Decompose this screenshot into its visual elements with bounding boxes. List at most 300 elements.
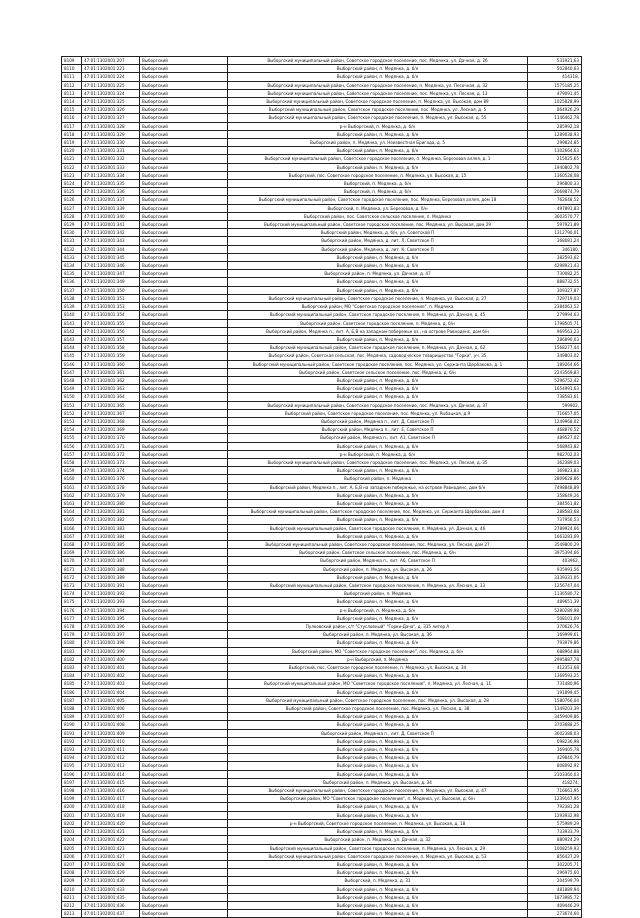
table-row — [62, 803, 582, 811]
region-name: Выборгский — [140, 303, 228, 311]
table-row — [62, 393, 582, 401]
row-number: 8146 — [62, 360, 82, 368]
table-row — [62, 467, 582, 475]
cadastral-value: 808092,92 — [528, 762, 582, 770]
table-row — [62, 828, 582, 836]
cadastral-value: 502840,63 — [528, 65, 582, 73]
row-number: 8199 — [62, 795, 82, 803]
cadastral-value: 2384063,52 — [528, 303, 582, 311]
cadastral-number: 47:01:1302001:417 — [82, 795, 140, 803]
table-row — [62, 57, 582, 65]
row-number: 8185 — [62, 680, 82, 688]
object-address: р-н Выборгский, Советское городское поселение, п. Медянка, ул. Высокая, д. 18 — [228, 819, 528, 827]
region-name: Выборгский — [140, 606, 228, 614]
row-number: 8125 — [62, 188, 82, 196]
object-address: Выборгский муниципальный район, Советское городское поселение, п. Медянка, ул. Лесная, д. 33 — [228, 582, 528, 590]
object-address: Выборгский район, МО "Советское городское поселение", п. Медянка — [228, 303, 528, 311]
row-number: 8180 — [62, 639, 82, 647]
row-number: 8181 — [62, 647, 82, 655]
region-name: Выборгский — [140, 147, 228, 155]
cadastral-value: 880924,29 — [528, 836, 582, 844]
object-address: Выборгский район, п. Медянка, ул. Высокая, д. 34 — [228, 778, 528, 786]
region-name: Выборгский — [140, 98, 228, 106]
cadastral-value: 370626,76 — [528, 623, 582, 631]
object-address: Выборгский район, п. Медянка, д. б/н — [228, 770, 528, 778]
row-number: 8114 — [62, 98, 82, 106]
object-address: р-н Выборгский, п. Медянка — [228, 655, 528, 663]
object-address: Выборгский муниципальный район, Советское городское поселение, пос. Медянка, ул. Лесная, дом 27 — [228, 540, 528, 548]
row-number: 8193 — [62, 746, 82, 754]
cadastral-number: 47:01:1302001:384 — [82, 532, 140, 540]
object-address: Выборгский муниципальный район, Советское городское поселение, п. Медянка, ул. Высокая, д. 55 — [228, 114, 528, 122]
row-number: 8137 — [62, 286, 82, 294]
row-number: 8156 — [62, 442, 82, 450]
region-name: Выборгский — [140, 655, 228, 663]
region-name: Выборгский — [140, 204, 228, 212]
table-row — [62, 442, 582, 450]
table-row — [62, 245, 582, 253]
region-name: Выборгский — [140, 57, 228, 65]
cadastral-value: 4298921,43 — [528, 262, 582, 270]
table-row — [62, 499, 582, 507]
row-number: 8155 — [62, 434, 82, 442]
table-row — [62, 614, 582, 622]
region-name: Выборгский — [140, 188, 228, 196]
cadastral-value: 1008259,93 — [528, 844, 582, 852]
cadastral-value: 384561,82 — [528, 499, 582, 507]
cadastral-number: 47:01:1302001:423 — [82, 844, 140, 852]
cadastral-number: 47:01:1302001:345 — [82, 253, 140, 261]
region-name: Выборгский — [140, 73, 228, 81]
region-name: Выборгский — [140, 582, 228, 590]
row-number: 8153 — [62, 417, 82, 425]
table-row — [62, 73, 582, 81]
table-row — [62, 606, 582, 614]
cadastral-number: 47:01:1302001:373 — [82, 458, 140, 466]
table-row — [62, 155, 582, 163]
object-address: Выборгский район, Медянка, д. лит. К, Советское П — [228, 245, 528, 253]
row-number: 8113 — [62, 89, 82, 97]
row-number: 8213 — [62, 910, 82, 918]
object-address: Выборгский муниципальный район, Советское городское поселение, п. Медянка, ул. Дачная, д. 62 — [228, 344, 528, 352]
row-number: 8204 — [62, 836, 82, 844]
row-number: 8110 — [62, 65, 82, 73]
region-name: Выборгский — [140, 450, 228, 458]
region-name: Выборгский — [140, 877, 228, 885]
table-row — [62, 204, 582, 212]
region-name: Выборгский — [140, 778, 228, 786]
object-address: Выборгский район, п. Медянка, д. б/н — [228, 491, 528, 499]
region-name: Выборгский — [140, 516, 228, 524]
region-name: Выборгский — [140, 499, 228, 507]
row-number: 8150 — [62, 393, 82, 401]
region-name: Выборгский — [140, 237, 228, 245]
region-name: Выборгский — [140, 311, 228, 319]
row-number: 8210 — [62, 885, 82, 893]
object-address: Выборгский район, п. Медянка, д. б/н — [228, 163, 528, 171]
cadastral-number: 47:01:1302001:360 — [82, 360, 140, 368]
region-name: Выборгский — [140, 245, 228, 253]
row-number: 8170 — [62, 557, 82, 565]
cadastral-value: 369823,83 — [528, 467, 582, 475]
region-name: Выборгский — [140, 885, 228, 893]
object-address: Выборгский район, п. Медянка, д. б/н — [228, 721, 528, 729]
cadastral-value: 531921,63 — [528, 57, 582, 65]
cadastral-number: 47:01:1302001:436 — [82, 901, 140, 909]
object-address: Выборгский район, п. Медянка, д. б/н — [228, 910, 528, 918]
region-name: Выборгский — [140, 705, 228, 713]
cadastral-number: 47:01:1302001:414 — [82, 770, 140, 778]
cadastral-value: 935993,56 — [528, 565, 582, 573]
cadastral-value: 309327,87 — [528, 286, 582, 294]
cadastral-value: 296975,60 — [528, 869, 582, 877]
object-address: Выборгский район, Советское городское поселение, п. Медянка, д. б/н — [228, 319, 528, 327]
cadastral-number: 47:01:1302001:340 — [82, 212, 140, 220]
table-row — [62, 524, 582, 532]
row-number: 8142 — [62, 327, 82, 335]
cadastral-value: 729719,03 — [528, 294, 582, 302]
cadastral-value: 409446,29 — [528, 901, 582, 909]
cadastral-value: 1312790,01 — [528, 229, 582, 237]
cadastral-value: 5280289,98 — [528, 606, 582, 614]
row-number: 8194 — [62, 754, 82, 762]
row-number: 8136 — [62, 278, 82, 286]
table-row — [62, 286, 582, 294]
cadastral-value: 189264,66 — [528, 360, 582, 368]
region-name: Выборгский — [140, 278, 228, 286]
cadastral-number: 47:01:1302001:370 — [82, 434, 140, 442]
table-row — [62, 787, 582, 795]
row-number: 8177 — [62, 614, 82, 622]
object-address: Выборгский, п. Медянка, д. б/н — [228, 180, 528, 188]
cadastral-value: 3459409,86 — [528, 713, 582, 721]
table-row — [62, 819, 582, 827]
table-row — [62, 631, 582, 639]
table-row — [62, 688, 582, 696]
cadastral-number: 47:01:1302001:335 — [82, 180, 140, 188]
row-number: 8205 — [62, 844, 82, 852]
row-number: 8119 — [62, 139, 82, 147]
object-address: Выборгский, пос. Советское городское поселение, п. Медянка, ул. Высокая, д. 34 — [228, 664, 528, 672]
cadastral-value: 3549800,29 — [528, 540, 582, 548]
region-name: Выборгский — [140, 89, 228, 97]
region-name: Выборгский — [140, 573, 228, 581]
region-name: Выборгский — [140, 680, 228, 688]
cadastral-number: 47:01:1302001:337 — [82, 196, 140, 204]
table-row — [62, 639, 582, 647]
cadastral-value: 215025,65 — [528, 155, 582, 163]
cadastral-number: 47:01:1302001:327 — [82, 114, 140, 122]
cadastral-value: 3703688,25 — [528, 721, 582, 729]
table-row — [62, 385, 582, 393]
cadastral-value: 296800,33 — [528, 180, 582, 188]
object-address: Выборгский муниципальный район, Советское городское поселение, пос. Медянка, ул. Дачная, д. 37 — [228, 401, 528, 409]
object-address: р-н Выборгский, п. Медянка, д. б/н — [228, 122, 528, 130]
row-number: 8183 — [62, 664, 82, 672]
region-name: Выборгский — [140, 557, 228, 565]
object-address: Выборгский район, п. Медянка, д. б/н — [228, 335, 528, 343]
row-number: 8144 — [62, 344, 82, 352]
row-number: 8154 — [62, 426, 82, 434]
table-row — [62, 664, 582, 672]
cadastral-number: 47:01:1302001:400 — [82, 655, 140, 663]
row-number: 8166 — [62, 524, 82, 532]
object-address: Выборгский район, п. Медянка, ул. Дачная, д. 47 — [228, 270, 528, 278]
cadastral-number: 47:01:1302001:343 — [82, 237, 140, 245]
object-address: Выборгский район, Советское городское поселение, пос. Медянка, ул. Рыбацкая, д.9 — [228, 409, 528, 417]
object-address: Выборгский район, п. Медянка, д. б/н — [228, 828, 528, 836]
cadastral-value: 1580766,04 — [528, 696, 582, 704]
cadastral-number: 47:01:1302001:356 — [82, 327, 140, 335]
cadastral-number: 47:01:1302001:350 — [82, 286, 140, 294]
table-row — [62, 910, 582, 918]
row-number: 8149 — [62, 385, 82, 393]
cadastral-number: 47:01:1302001:374 — [82, 467, 140, 475]
table-row — [62, 130, 582, 138]
region-name: Выборгский — [140, 335, 228, 343]
cadastral-number: 47:01:1302001:415 — [82, 778, 140, 786]
table-row — [62, 844, 582, 852]
cadastral-number: 47:01:1302001:326 — [82, 106, 140, 114]
cadastral-value: 2069874,79 — [528, 188, 582, 196]
table-row — [62, 696, 582, 704]
table-row — [62, 376, 582, 384]
table-row — [62, 344, 582, 352]
cadastral-value: 1568277,44 — [528, 344, 582, 352]
cadastral-number: 47:01:1302001:407 — [82, 713, 140, 721]
cadastral-number: 47:01:1302001:397 — [82, 631, 140, 639]
cadastral-number: 47:01:1302001:410 — [82, 737, 140, 745]
row-number: 8120 — [62, 147, 82, 155]
cadastral-value: 2243569,83 — [528, 368, 582, 376]
cadastral-number: 47:01:1302001:412 — [82, 754, 140, 762]
row-number: 8147 — [62, 368, 82, 376]
region-name: Выборгский — [140, 163, 228, 171]
object-address: Выборгский район, Медянка п., лит. Д, Советское П — [228, 729, 528, 737]
object-address: Выборгский, пос. Советское городское поселение, п. Медянка, ул. Высокая, д. 15 — [228, 171, 528, 179]
row-number: 8188 — [62, 705, 82, 713]
region-name: Выборгский — [140, 811, 228, 819]
object-address: Выборгский район, п. Медянка, д. б/н — [228, 885, 528, 893]
region-name: Выборгский — [140, 901, 228, 909]
cadastral-number: 47:01:1302001:411 — [82, 746, 140, 754]
table-row — [62, 319, 582, 327]
cadastral-value: 2789924,66 — [528, 524, 582, 532]
object-address: Выборгский, п. Медянка, д. б/н — [228, 188, 528, 196]
row-number: 8192 — [62, 737, 82, 745]
row-number: 8122 — [62, 163, 82, 171]
cadastral-number: 47:01:1302001:387 — [82, 557, 140, 565]
row-number: 8121 — [62, 155, 82, 163]
region-name: Выборгский — [140, 319, 228, 327]
table-row — [62, 278, 582, 286]
object-address: Выборгский муниципальный район, МО "Советское городское поселение", п. Медянка, ул. Лесная, д. 11 — [228, 680, 528, 688]
object-address: Выборгский муниципальный район, Советское городское поселение, п. Медянка, ул. Песочная, д. 32 — [228, 81, 528, 89]
object-address: Выборгский район, Советское сельское поселение, пос. Медянка, д. б/н — [228, 368, 528, 376]
table-row — [62, 598, 582, 606]
region-name: Выборгский — [140, 122, 228, 130]
cadastral-number: 47:01:1302001:401 — [82, 664, 140, 672]
cadastral-number: 47:01:1302001:347 — [82, 270, 140, 278]
cadastral-value: 1302664,63 — [528, 147, 582, 155]
cadastral-value: 362389,03 — [528, 458, 582, 466]
table-row — [62, 573, 582, 581]
cadastral-value: 575989,29 — [528, 819, 582, 827]
cadastral-number: 47:01:1302001:328 — [82, 122, 140, 130]
object-address: Выборгский район, п. Медянка, д. б/н — [228, 499, 528, 507]
row-number: 8191 — [62, 729, 82, 737]
cadastral-number: 47:01:1302001:372 — [82, 450, 140, 458]
cadastral-number: 47:01:1302001:385 — [82, 540, 140, 548]
table-row — [62, 262, 582, 270]
table-row — [62, 434, 582, 442]
object-address: Выборгский район, Медянка, д. б/н, ул. Советской П — [228, 229, 528, 237]
cadastral-number: 47:01:1302001:404 — [82, 688, 140, 696]
cadastral-number: 47:01:1302001:421 — [82, 828, 140, 836]
table-row — [62, 680, 582, 688]
region-name: Выборгский — [140, 139, 228, 147]
cadastral-number: 47:01:1302001:391 — [82, 582, 140, 590]
cadastral-value: 792381,28 — [528, 803, 582, 811]
cadastral-value: 730082,25 — [528, 270, 582, 278]
cadastral-value: 403962, — [528, 557, 582, 565]
row-number: 8151 — [62, 401, 82, 409]
table-row — [62, 508, 582, 516]
object-address: Выборгский район, п. Медянка, д. б/н — [228, 532, 528, 540]
object-address: Выборгский муниципальный район, Советское городское поселение, пос. Медянка, ул. Высокая, дом 29 — [228, 221, 528, 229]
object-address: Выборгский район, Медянка п., лит. А, Б,В на западном побережье оз., на острове Равноденс, дом б/н — [228, 327, 528, 335]
cadastral-value: 2103360,03 — [528, 770, 582, 778]
row-number: 8165 — [62, 516, 82, 524]
row-number: 8143 — [62, 335, 82, 343]
cadastral-value: 429840,79 — [528, 754, 582, 762]
cadastral-number: 47:01:1302001:395 — [82, 614, 140, 622]
table-row — [62, 229, 582, 237]
row-number: 8118 — [62, 130, 82, 138]
object-address: Выборгский район, п. Медянка, д. б/н — [228, 442, 528, 450]
cadastral-value: 1798505,71 — [528, 319, 582, 327]
table-row — [62, 893, 582, 901]
object-address: Выборгский район, п. Медянка — [228, 475, 528, 483]
row-number: 8211 — [62, 893, 82, 901]
row-number: 8206 — [62, 852, 82, 860]
table-row — [62, 253, 582, 261]
cadastral-number: 47:01:1302001:342 — [82, 229, 140, 237]
row-number: 8202 — [62, 819, 82, 827]
table-row — [62, 237, 582, 245]
region-name: Выборгский — [140, 344, 228, 352]
row-number: 8117 — [62, 122, 82, 130]
object-address: Выборгский район, п. Медянка, д. б/н — [228, 737, 528, 745]
row-number: 8127 — [62, 204, 82, 212]
row-number: 8186 — [62, 688, 82, 696]
cadastral-value: 1249968,02 — [528, 417, 582, 425]
object-address: Выборгский район, п. Медянка, д. б/н — [228, 688, 528, 696]
region-name: Выборгский — [140, 106, 228, 114]
cadastral-value: 1025828,99 — [528, 98, 582, 106]
region-name: Выборгский — [140, 483, 228, 491]
cadastral-value: 3339331,05 — [528, 573, 582, 581]
table-row — [62, 672, 582, 680]
cadastral-value: 1360528,08 — [528, 171, 582, 179]
object-address: Выборгский район, Медянка п., лит. Е, Советское П — [228, 426, 528, 434]
cadastral-value: 688964,88 — [528, 647, 582, 655]
row-number: 8162 — [62, 491, 82, 499]
cadastral-value: 169999,61 — [528, 631, 582, 639]
cadastral-value: 2809628,86 — [528, 475, 582, 483]
region-name: Выборгский — [140, 623, 228, 631]
cadastral-number: 47:01:1302001:422 — [82, 836, 140, 844]
row-number: 8168 — [62, 540, 82, 548]
table-row — [62, 885, 582, 893]
table-row — [62, 81, 582, 89]
cadastral-value: 731480,96 — [528, 680, 582, 688]
cadastral-number: 47:01:1302001:396 — [82, 623, 140, 631]
cadastral-number: 47:01:1302001:341 — [82, 221, 140, 229]
cadastral-number: 47:01:1302001:365 — [82, 401, 140, 409]
row-number: 8160 — [62, 475, 82, 483]
table-row — [62, 368, 582, 376]
object-address: Выборгский район, п. Медянка, д. б/н — [228, 746, 528, 754]
row-number: 8111 — [62, 73, 82, 81]
cadastral-value: 191899,45 — [528, 688, 582, 696]
cadastral-value: 204599,79 — [528, 877, 582, 885]
object-address: Выборгский район, п. Медянка, ул. Высокая, д. 26 — [228, 565, 528, 573]
region-name: Выборгский — [140, 540, 228, 548]
row-number: 8172 — [62, 573, 82, 581]
table-row — [62, 294, 582, 302]
cadastral-value: 982702,03 — [528, 450, 582, 458]
cadastral-number: 47:01:1302001:399 — [82, 647, 140, 655]
object-address: Выборгский муниципальный район, Советское городское поселение, пос. Медянка, ул. Сержанта Щербакова, дом 4 — [228, 508, 528, 516]
cadastral-value: 479091,45 — [528, 89, 582, 97]
object-address: р-н Выборгский, п. Медянка, д. б/н — [228, 606, 528, 614]
cadastral-value: 481889,94 — [528, 885, 582, 893]
cadastral-number: 47:01:1302001:428 — [82, 860, 140, 868]
table-row — [62, 516, 582, 524]
table-row — [62, 762, 582, 770]
cadastral-value: 286890,03 — [528, 335, 582, 343]
region-name: Выборгский — [140, 426, 228, 434]
row-number: 8148 — [62, 376, 82, 384]
table-row — [62, 549, 582, 557]
cadastral-number: 47:01:1302001:427 — [82, 852, 140, 860]
row-number: 8152 — [62, 409, 82, 417]
region-name: Выборгский — [140, 262, 228, 270]
cadastral-value: 1349203,39 — [528, 705, 582, 713]
table-row — [62, 713, 582, 721]
object-address: Выборгский район, п. Медянка, д. б/н — [228, 262, 528, 270]
object-address: Выборгский муниципальный район, Советское городское поселение, п. Медянка, ул. Высокая, д. 47 — [228, 787, 528, 795]
cadastral-number: 47:01:1302001:420 — [82, 819, 140, 827]
cadastral-number: 47:01:1302001:332 — [82, 155, 140, 163]
region-name: Выборгский — [140, 294, 228, 302]
object-address: Выборгский муниципальный район, Советское городское поселение, пос. Медянка, ул. Сержанта Щербакова, д. 1 — [228, 360, 528, 368]
object-address: Выборгский район, п. Медянка, д. б/н — [228, 893, 528, 901]
table-row — [62, 352, 582, 360]
row-number: 8171 — [62, 565, 82, 573]
object-address: Выборгский район, Медянка п., лит. А6, Советское П — [228, 557, 528, 565]
cadastral-value: 497891,83 — [528, 204, 582, 212]
row-number: 8129 — [62, 221, 82, 229]
object-address: Выборгский муниципальный район, Советское городское поселение, пос. Медянка, ул. Дачная, д. 26 — [228, 57, 528, 65]
cadastral-value: 369405,78 — [528, 746, 582, 754]
object-address: Выборгский район, п. Медянка — [228, 590, 528, 598]
table-row — [62, 450, 582, 458]
cadastral-number: 47:01:1302001:353 — [82, 303, 140, 311]
region-name: Выборгский — [140, 631, 228, 639]
table-row — [62, 590, 582, 598]
